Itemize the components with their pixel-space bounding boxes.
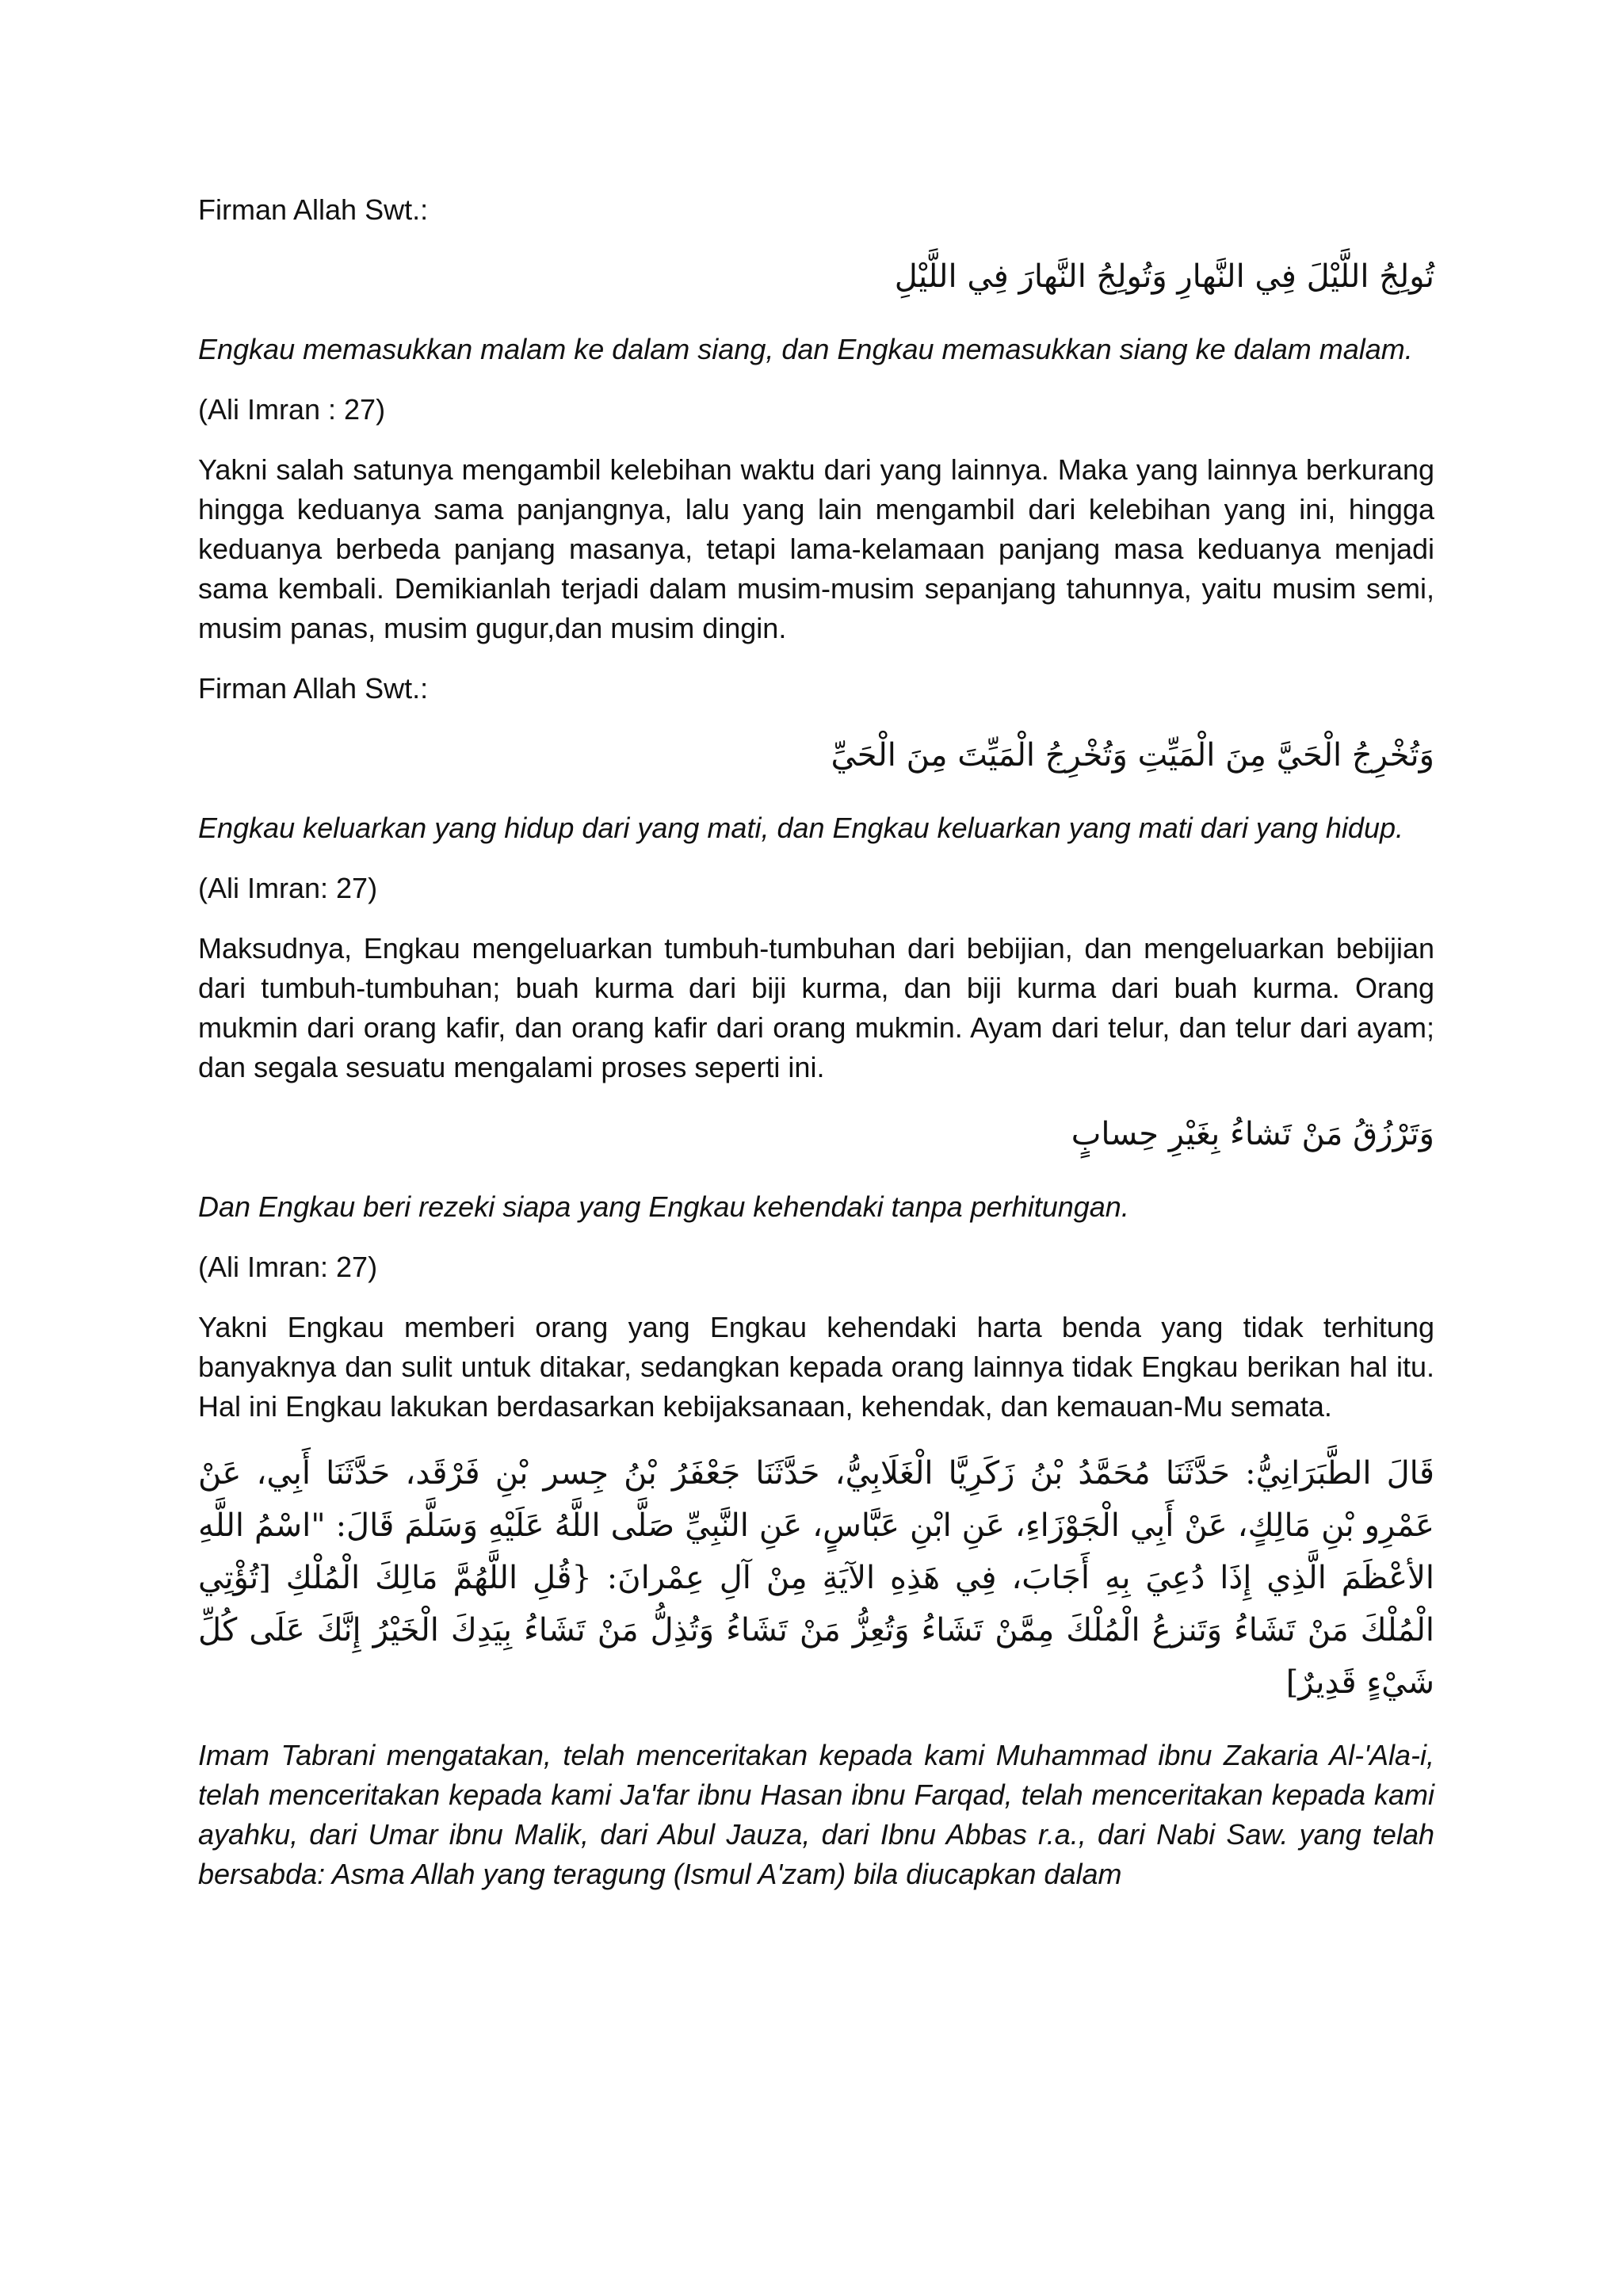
verse-reference: (Ali Imran: 27) xyxy=(198,872,378,904)
verse-translation: Engkau keluarkan yang hidup dari yang mati, dan Engkau keluarkan yang mati dari yang hidup. xyxy=(198,812,1403,844)
arabic-verse: وَتَرْزُقُ مَنْ تَشاءُ بِغَيْرِ حِسابٍ xyxy=(1071,1116,1434,1152)
document-page xyxy=(198,190,1434,1915)
section-label: Firman Allah Swt.: xyxy=(198,672,429,705)
arabic-verse: تُولِجُ اللَّيْلَ فِي النَّهارِ وَتُولِجُ النَّهارَ فِي اللَّيْلِ xyxy=(894,258,1434,295)
explanation-paragraph: Yakni salah satunya mengambil kelebihan waktu dari yang lainnya. Maka yang lainnya berkurang hingga keduanya sama panjangnya, lalu yang lain mengambil dari kelebihan yang ini, hingga keduanya berbeda panjang masanya, tetapi lama-kelamaan panjang masa keduanya menjadi sama kembali. Demikianlah terjadi dalam musim-musim sepanjang tahunnya, yaitu musim semi, musim panas, musim gugur,dan musim dingin. xyxy=(198,453,1434,644)
explanation-paragraph: Maksudnya, Engkau mengeluarkan tumbuh-tumbuhan dari bebijian, dan mengeluarkan bebijian dari tumbuh-tumbuhan; buah kurma dari biji kurma, dan biji kurma dari buah kurma. Orang mukmin dari orang kafir, dan orang kafir dari orang mukmin. Ayam dari telur, dan telur dari ayam; dan segala sesuatu mengalami proses seperti ini. xyxy=(198,932,1434,1083)
verse-translation: Dan Engkau beri rezeki siapa yang Engkau kehendaki tanpa perhitungan. xyxy=(198,1190,1129,1223)
hadith-translation: Imam Tabrani mengatakan, telah menceritakan kepada kami Muhammad ibnu Zakaria Al-'Ala-i, telah menceritakan kepada kami Ja'far ibnu Hasan ibnu Farqad, telah menceritakan kepada kami ayahku, dari Umar ibnu Malik, dari Abul Jauza, dari Ibnu Abbas r.a., dari Nabi Saw. yang telah bersabda: Asma Allah yang teragung (Ismul A'zam) bila diucapkan dalam xyxy=(198,1739,1434,1890)
explanation-paragraph: Yakni Engkau memberi orang yang Engkau kehendaki harta benda yang tidak terhitung banyaknya dan sulit untuk ditakar, sedangkan kepada orang lainnya tidak Engkau berikan hal itu. Hal ini Engkau lakukan berdasarkan kebijaksanaan, kehendak, dan kemauan-Mu semata. xyxy=(198,1311,1434,1423)
verse-reference: (Ali Imran : 27) xyxy=(198,393,386,426)
verse-translation: Engkau memasukkan malam ke dalam siang, dan Engkau memasukkan siang ke dalam malam. xyxy=(198,333,1413,365)
arabic-hadith: قَالَ الطَّبَرَانِيُّ: حَدَّثَنَا مُحَمَّدُ بْنُ زَكَرِيَّا الْغَلَابِيُّ، حَدَّثَنَا جَعْفَرُ بْنُ جِسر بْنِ فَرْقَد، حَدَّثَنَا أَبِي، عَنْ عَمْرِو بْنِ مَالِكٍ، عَنْ أَبِي الْجَوْزَاءِ، عَنِ ابْنِ عَبَّاسٍ، عَنِ النَّبِيِّ صَلَّى اللَّهُ عَلَيْهِ وَسَلَّمَ قَالَ: "اسْمُ اللَّهِ الأعْظَمَ الَّذِي إِذَا دُعِيَ بِهِ أَجَابَ، فِي هَذِهِ الآيَةِ مِنْ آلِ عِمْرانَ: {قُلِ اللَّهُمَّ مَالِكَ الْمُلْكِ [تُؤْتِي الْمُلْكَ مَنْ تَشَاءُ وَتَنزعُ الْمُلْكَ مِمَّنْ تَشَاءُ وَتُعِزُّ مَنْ تَشَاءُ وَتُذِلُّ مَنْ تَشَاءُ بِيَدِكَ الْخَيْرُ إِنَّكَ عَلَى كُلِّ شَيْءٍ قَدِيرٌ] xyxy=(198,1455,1434,1701)
arabic-verse: وَتُخْرِجُ الْحَيَّ مِنَ الْمَيِّتِ وَتُخْرِجُ الْمَيِّتَ مِنَ الْحَيِّ xyxy=(831,737,1434,774)
verse-reference: (Ali Imran: 27) xyxy=(198,1251,378,1283)
section-label: Firman Allah Swt.: xyxy=(198,193,429,226)
